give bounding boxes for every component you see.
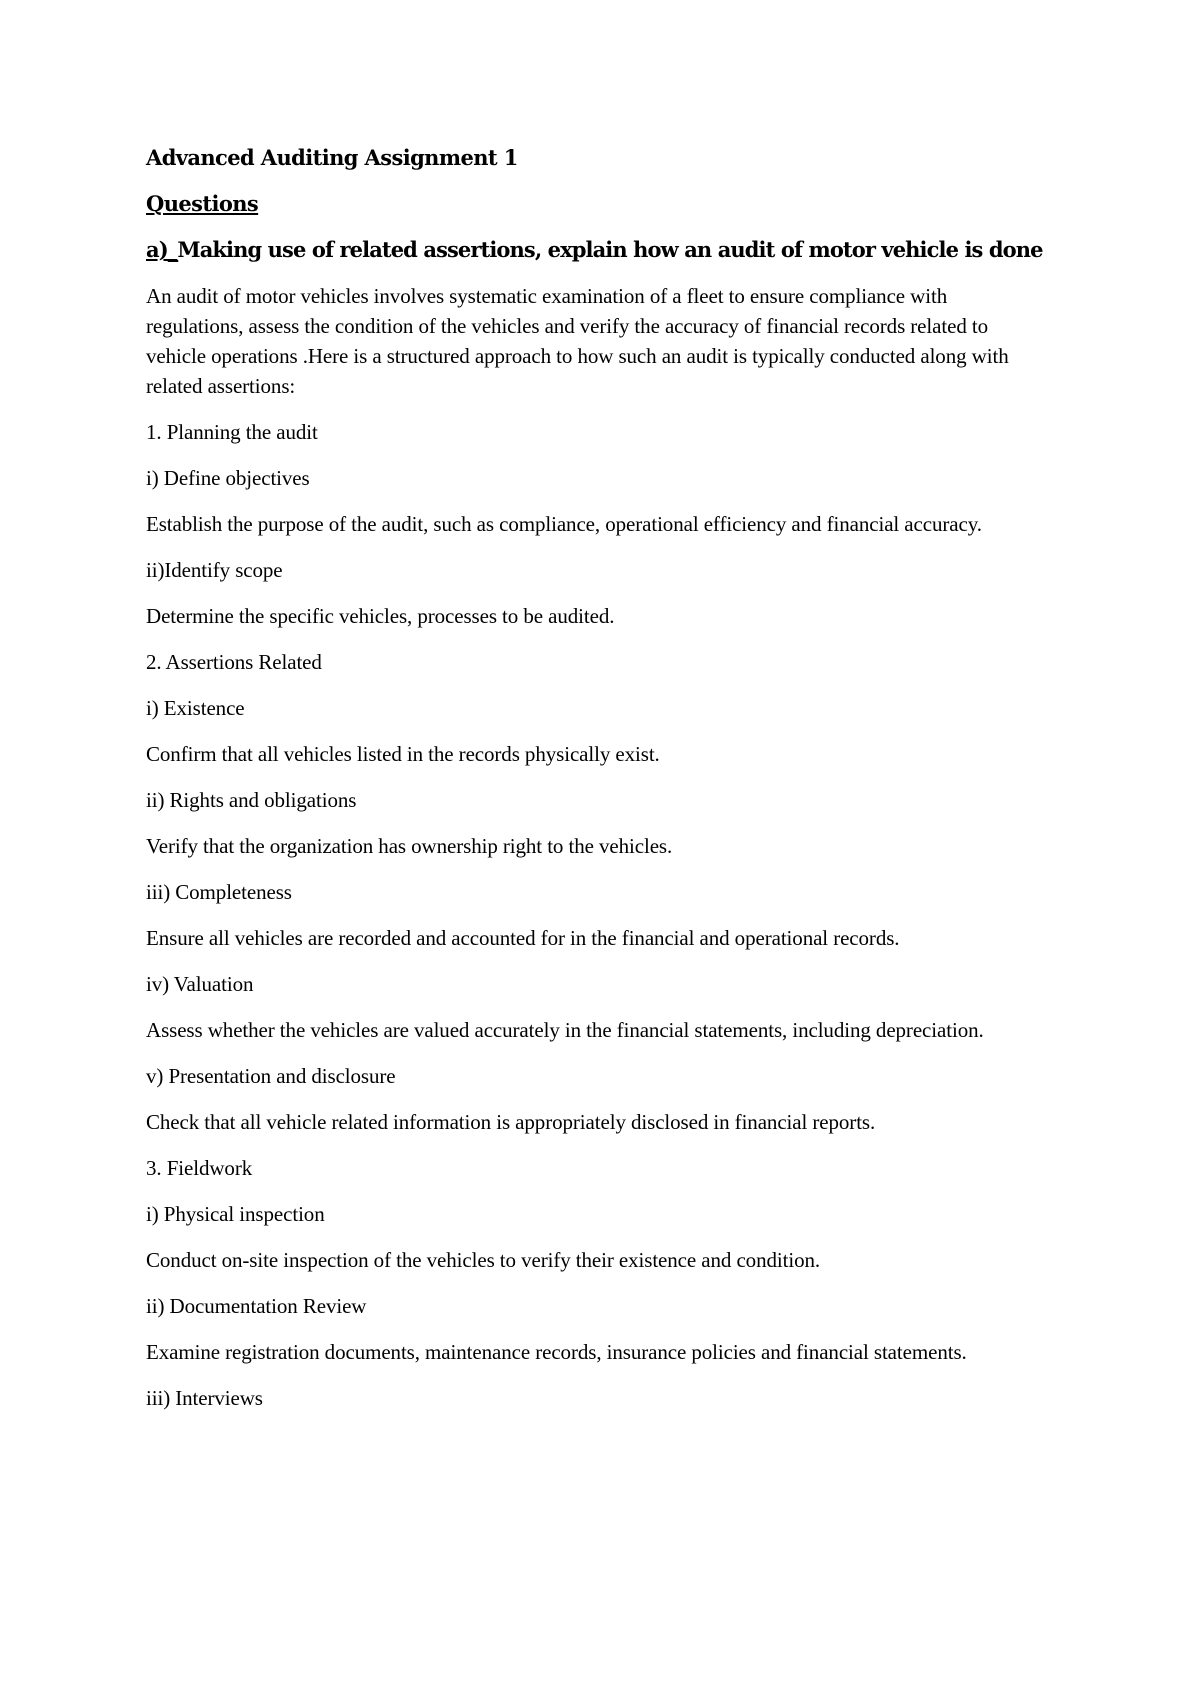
document-page: [146, 143, 1046, 1429]
subheading-existence: i) Existence: [146, 696, 245, 720]
intro-paragraph: An audit of motor vehicles involves systematic examination of a fleet to ensure compliance with regulations, assess the condition of the vehicles and verify the accuracy of financial records related to vehicle operations .Here is a structured approach to how such an audit is typically conducted along with related assertions:: [146, 284, 1009, 398]
heading-fieldwork: 3. Fieldwork: [146, 1156, 253, 1180]
questions-heading: Questions: [146, 191, 259, 216]
subheading-presentation: v) Presentation and disclosure: [146, 1064, 396, 1088]
subheading-valuation: iv) Valuation: [146, 972, 254, 996]
heading-planning: 1. Planning the audit: [146, 420, 318, 444]
paragraph-documentation-review: Examine registration documents, maintenance records, insurance policies and financial statements.: [146, 1340, 967, 1364]
document-title: Advanced Auditing Assignment 1: [146, 145, 518, 170]
paragraph-rights: Verify that the organization has ownership right to the vehicles.: [146, 834, 673, 858]
subheading-identify-scope: ii)Identify scope: [146, 558, 283, 582]
paragraph-physical-inspection: Conduct on-site inspection of the vehicles to verify their existence and condition.: [146, 1248, 821, 1272]
subheading-documentation-review: ii) Documentation Review: [146, 1294, 367, 1318]
question-a: [146, 235, 1046, 265]
paragraph-presentation: Check that all vehicle related information is appropriately disclosed in financial reports.: [146, 1110, 876, 1134]
paragraph-valuation: Assess whether the vehicles are valued accurately in the financial statements, including depreciation.: [146, 1018, 984, 1042]
subheading-rights: ii) Rights and obligations: [146, 788, 357, 812]
subheading-define-objectives: i) Define objectives: [146, 466, 310, 490]
paragraph-completeness: Ensure all vehicles are recorded and accounted for in the financial and operational records.: [146, 926, 900, 950]
subheading-physical-inspection: i) Physical inspection: [146, 1202, 325, 1226]
question-text: Making use of related assertions, explain how an audit of motor vehicle is done: [177, 237, 1043, 262]
subheading-completeness: iii) Completeness: [146, 880, 292, 904]
paragraph-scope: Determine the specific vehicles, processes to be audited.: [146, 604, 615, 628]
paragraph-existence: Confirm that all vehicles listed in the records physically exist.: [146, 742, 660, 766]
paragraph-objectives: Establish the purpose of the audit, such as compliance, operational efficiency and financial accuracy.: [146, 512, 982, 536]
subheading-interviews: iii) Interviews: [146, 1386, 263, 1410]
question-label: a)_: [146, 237, 178, 262]
heading-assertions: 2. Assertions Related: [146, 650, 322, 674]
